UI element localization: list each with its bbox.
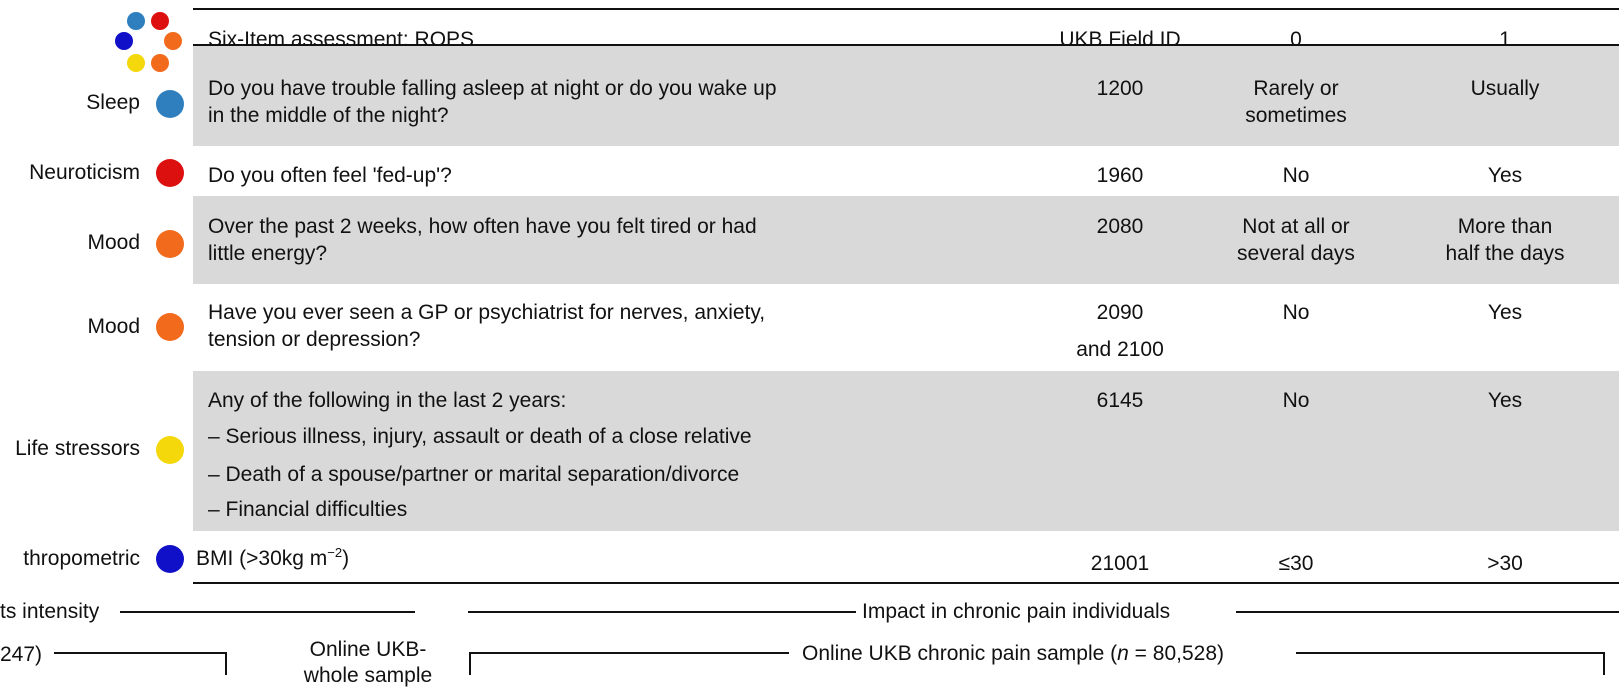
question-text: tension or depression? [208,328,421,351]
logo-dot-sleep [127,12,145,30]
chronic-sample-suffix: = 80,528) [1128,642,1224,665]
field-id: 6145 [1096,389,1144,412]
left-sample-rule [54,652,226,654]
header-score-0: 0 [1290,28,1302,51]
question-text: Any of the following in the last 2 years: [208,389,567,412]
score-0-text: Not at all or [1242,215,1350,238]
field-id: 2090 [1096,301,1144,324]
chronic-sample-rule-left [469,652,789,654]
question-text: in the middle of the night? [208,104,449,127]
impact-label: Impact in chronic pain individuals [862,600,1171,623]
score-1-text: half the days [1445,242,1565,265]
category-label: Mood [87,315,140,338]
table-bottom-rule [193,582,1619,584]
score-0-text: No [1282,164,1310,187]
chronic-sample-rule-right [1296,652,1604,654]
logo-dot-neuroticism [151,12,169,30]
chronic-sample-n: n [1117,642,1129,665]
score-1-text: Usually [1470,77,1540,100]
category-label: thropometric [23,547,140,570]
category-dot-neuroticism [156,159,184,187]
category-label: Mood [87,231,140,254]
left-sample-tick [225,652,227,675]
logo-dot-anthropometric [115,32,133,50]
score-1-text: Yes [1487,301,1523,324]
category-dot-mood [156,313,184,341]
category-dot-life-stressors [156,436,184,464]
question-text: – Death of a spouse/partner or marital separation/divorce [208,463,740,486]
category-dot-anthropometric [156,545,184,573]
logo-dot-mood-2 [151,54,169,72]
question-text: Do you often feel 'fed-up'? [208,164,452,187]
bmi-text: BMI (>30kg m [196,547,328,570]
question-text: – Serious illness, injury, assault or death of a close relative [208,425,752,448]
question-text [196,545,349,572]
category-label: Sleep [86,91,140,114]
field-id: 1200 [1096,77,1144,100]
chronic-sample-label [802,640,1224,667]
field-id: and 2100 [1076,338,1164,361]
score-1-text: Yes [1487,389,1523,412]
intensity-rule [120,611,415,613]
score-0-text: No [1282,301,1310,324]
question-text: Over the past 2 weeks, how often have you felt tired or had [208,215,757,238]
category-dot-sleep [156,90,184,118]
logo-dot-mood [164,32,182,50]
score-0-text: ≤30 [1278,552,1314,575]
category-label: Neuroticism [29,161,140,184]
table-top-rule [193,8,1619,10]
question-text: Do you have trouble falling asleep at night or do you wake up [208,77,777,100]
bmi-exponent: −2 [327,545,343,560]
question-text: Have you ever seen a GP or psychiatrist for nerves, anxiety, [208,301,766,324]
question-text: – Financial difficulties [208,498,408,521]
header-field-id: UKB Field ID [1059,28,1181,51]
score-1-text: >30 [1487,552,1523,575]
score-0-text: sometimes [1245,104,1347,127]
chronic-sample-tick-left [469,652,471,675]
chronic-sample-prefix: Online UKB chronic pain sample ( [802,642,1118,665]
left-sample-label: 247) [0,643,43,666]
logo-dot-life-stressors [127,54,145,72]
intensity-label: ts intensity [0,600,100,623]
impact-rule-left [468,611,856,613]
field-id: 21001 [1090,552,1150,575]
field-id: 2080 [1096,215,1144,238]
question-text: little energy? [208,242,328,265]
online-whole-line1: Online UKB- [309,638,427,661]
field-id: 1960 [1096,164,1144,187]
online-whole-line2: whole sample [303,664,433,687]
category-label: Life stressors [15,437,140,460]
header-score-1: 1 [1499,28,1511,51]
bmi-close: ) [342,547,350,570]
impact-rule-right [1236,611,1619,613]
score-0-text: No [1282,389,1310,412]
score-1-text: More than [1457,215,1553,238]
score-1-text: Yes [1487,164,1523,187]
category-dot-mood [156,230,184,258]
header-title: Six-Item assessment: ROPS [208,28,475,51]
score-0-text: Rarely or [1253,77,1339,100]
score-0-text: several days [1237,242,1355,265]
chronic-sample-tick-right [1603,652,1605,675]
